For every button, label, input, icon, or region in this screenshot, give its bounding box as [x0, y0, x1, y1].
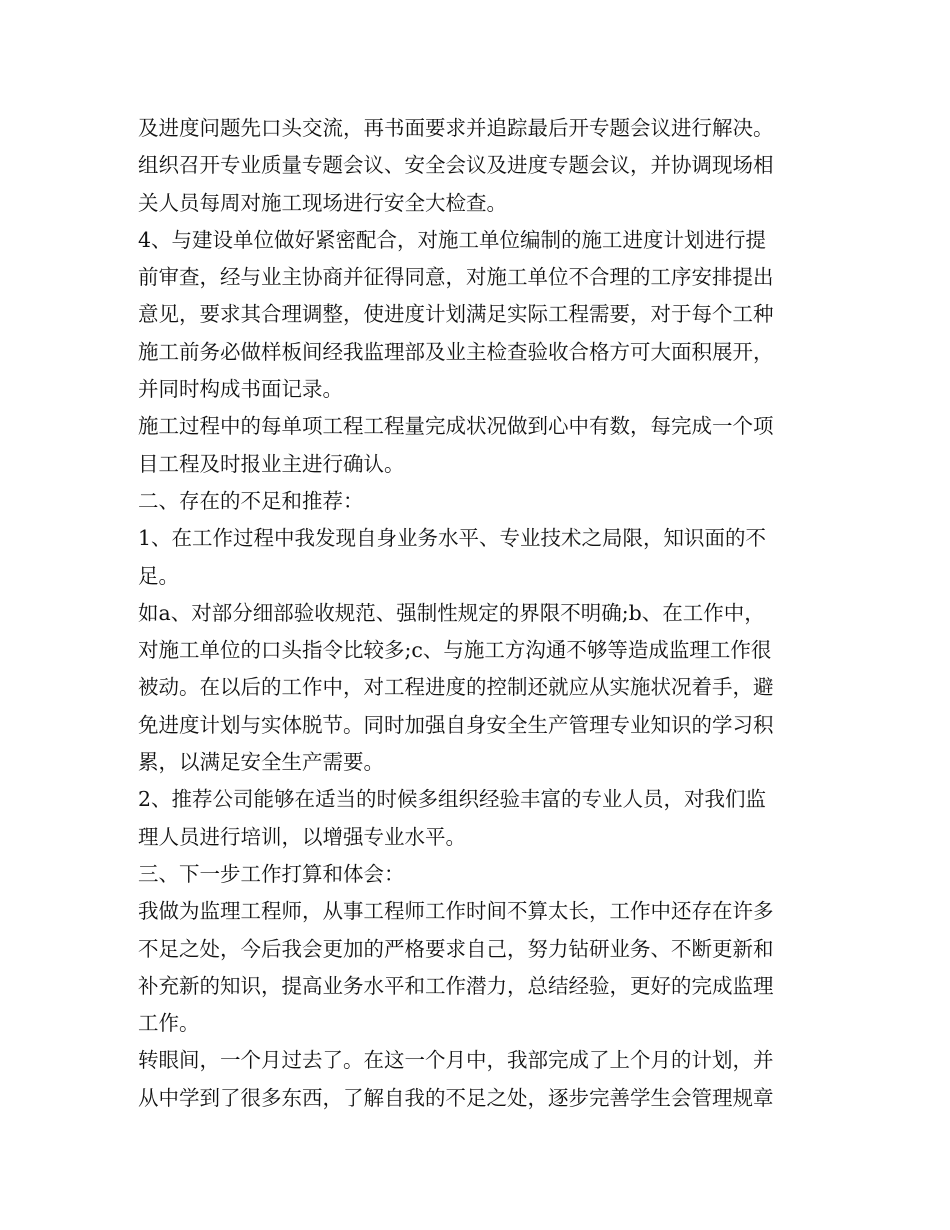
- text-line: 理人员进行培训，以增强专业水平。: [138, 824, 466, 849]
- text-line: 施工过程中的每单项工程工程量完成状况做到心中有数，每完成一个项: [138, 414, 774, 439]
- text-line: 关人员每周对施工现场进行安全大检查。: [138, 190, 507, 215]
- text-line: 不足之处，今后我会更加的严格要求自己，努力钻研业务、不断更新和: [138, 936, 774, 961]
- text-line: 4、与建设单位做好紧密配合，对施工单位编制的施工进度计划进行提: [138, 227, 767, 252]
- text-line: 转眼间，一个月过去了。在这一个月中，我部完成了上个月的计划，并: [138, 1048, 774, 1073]
- text-line: 对施工单位的口头指令比较多;c、与施工方沟通不够等造成监理工作很: [138, 638, 772, 663]
- text-line: 前审查，经与业主协商并征得同意，对施工单位不合理的工序安排提出: [138, 265, 774, 290]
- text-line: 被动。在以后的工作中，对工程进度的控制还就应从实施状况着手，避: [138, 675, 774, 700]
- text-line: 我做为监理工程师，从事工程师工作时间不算太长，工作中还存在许多: [138, 899, 774, 924]
- text-line: 目工程及时报业主进行确认。: [138, 451, 405, 476]
- text-line: 2、推荐公司能够在适当的时候多组织经验丰富的专业人员，对我们监: [138, 787, 767, 812]
- text-line: 免进度计划与实体脱节。同时加强自身安全生产管理专业知识的学习积: [138, 712, 774, 737]
- text-line: 及进度问题先口头交流，再书面要求并追踪最后开专题会议进行解决。: [138, 116, 774, 140]
- text-line: 并同时构成书面记录。: [138, 377, 343, 402]
- document-body: [138, 110, 818, 1117]
- text-line: 足。: [138, 563, 179, 588]
- text-line: 如a、对部分细部验收规范、强制性规定的界限不明确;b、在工作中，: [138, 600, 765, 625]
- text-line: 累，以满足安全生产需要。: [138, 750, 384, 775]
- text-line: 从中学到了很多东西，了解自我的不足之处，逐步完善学生会管理规章: [138, 1085, 774, 1110]
- text-line: 组织召开专业质量专题会议、安全会议及进度专题会议，并协调现场相: [138, 153, 774, 178]
- section-heading: 三、下一步工作打算和体会：: [138, 861, 405, 886]
- text-line: 补充新的知识，提高业务水平和工作潜力，总结经验，更好的完成监理: [138, 973, 774, 998]
- text-line: 1、在工作过程中我发现自身业务水平、专业技术之局限，知识面的不: [138, 526, 767, 551]
- text-line: 施工前务必做样板间经我监理部及业主检查验收合格方可大面积展开，: [138, 339, 774, 364]
- section-heading: 二、存在的不足和推荐：: [138, 488, 364, 513]
- text-line: 工作。: [138, 1011, 200, 1036]
- text-line: 意见，要求其合理调整，使进度计划满足实际工程需要，对于每个工种: [138, 302, 774, 327]
